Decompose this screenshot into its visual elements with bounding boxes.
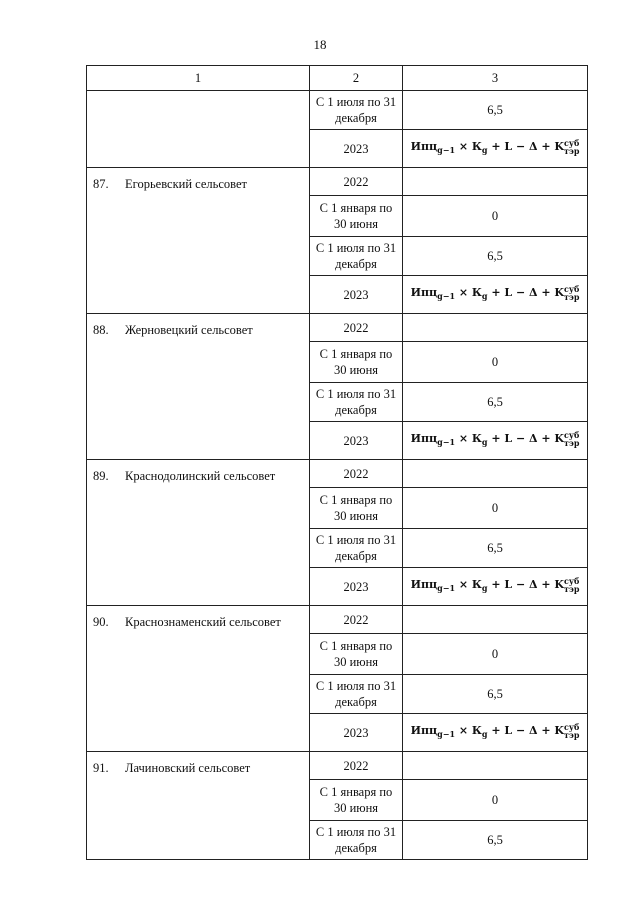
header-row: [87, 66, 588, 91]
entry-name-cell: [87, 168, 310, 314]
entry-name: Краснознаменский сельсовет: [125, 615, 281, 629]
period-cell: С 1 июля по 31 декабря: [310, 529, 403, 568]
period-cell: 2022: [310, 606, 403, 634]
header-col-3: 3: [403, 66, 588, 91]
value-cell: 0: [403, 196, 588, 237]
header-col-1: 1: [87, 66, 310, 91]
period-cell: 2023: [310, 276, 403, 314]
entry-name-cell: [87, 460, 310, 606]
period-cell: 2022: [310, 314, 403, 342]
entry-name-cell: [87, 752, 310, 860]
tariff-formula: $Ипц_{g-1} \times К_g + L - \Delta$ + Kсуб тэр: [410, 284, 580, 303]
page-number: 18: [313, 37, 327, 52]
period-cell: С 1 июля по 31 декабря: [310, 675, 403, 714]
value-cell: [403, 606, 588, 634]
value-cell: 6,5: [403, 91, 588, 130]
period-cell: 2023: [310, 130, 403, 168]
value-cell: 0: [403, 342, 588, 383]
tariff-table: [86, 65, 588, 860]
entry-name: Краснодолинский сельсовет: [125, 469, 276, 483]
value-cell: 0: [403, 780, 588, 821]
entry-number: 87.: [93, 177, 109, 191]
value-cell: [403, 568, 588, 606]
entry-name: Жерновецкий сельсовет: [125, 323, 253, 337]
entry-name-cell: [87, 91, 310, 168]
table-row: [87, 752, 588, 780]
table-row: [87, 606, 588, 634]
tariff-formula: $Ипц_{g-1} \times К_g + L - \Delta$ + Kсуб тэр: [410, 138, 580, 157]
table-body: [87, 66, 588, 860]
period-cell: С 1 января по 30 июня: [310, 196, 403, 237]
tariff-formula: $Ипц_{g-1} \times К_g + L - \Delta$ + Kсуб тэр: [410, 722, 580, 741]
period-cell: 2022: [310, 460, 403, 488]
period-cell: С 1 июля по 31 декабря: [310, 821, 403, 860]
entry-name-cell: [87, 606, 310, 752]
period-cell: С 1 января по 30 июня: [310, 780, 403, 821]
entry-number: 91.: [93, 761, 109, 775]
entry-number: 88.: [93, 323, 109, 337]
entry-name-cell: [87, 314, 310, 460]
value-cell: [403, 752, 588, 780]
table-row: [87, 168, 588, 196]
period-cell: 2022: [310, 168, 403, 196]
value-cell: [403, 460, 588, 488]
value-cell: 0: [403, 488, 588, 529]
entry-number: 89.: [93, 469, 109, 483]
period-cell: С 1 июля по 31 декабря: [310, 237, 403, 276]
header-col-2: 2: [310, 66, 403, 91]
period-cell: С 1 июля по 31 декабря: [310, 383, 403, 422]
value-cell: [403, 714, 588, 752]
entry-name: Егорьевский сельсовет: [125, 177, 247, 191]
table-row: [87, 460, 588, 488]
table-row: [87, 91, 588, 130]
period-cell: 2023: [310, 422, 403, 460]
period-cell: 2023: [310, 714, 403, 752]
period-cell: 2023: [310, 568, 403, 606]
value-cell: 6,5: [403, 383, 588, 422]
value-cell: [403, 314, 588, 342]
value-cell: 0: [403, 634, 588, 675]
period-cell: С 1 июля по 31 декабря: [310, 91, 403, 130]
table-row: [87, 314, 588, 342]
value-cell: 6,5: [403, 529, 588, 568]
value-cell: 6,5: [403, 821, 588, 860]
value-cell: [403, 168, 588, 196]
period-cell: 2022: [310, 752, 403, 780]
tariff-formula: $Ипц_{g-1} \times К_g + L - \Delta$ + Kсуб тэр: [410, 430, 580, 449]
value-cell: [403, 130, 588, 168]
value-cell: 6,5: [403, 675, 588, 714]
entry-number: 90.: [93, 615, 109, 629]
period-cell: С 1 января по 30 июня: [310, 634, 403, 675]
entry-name: Лачиновский сельсовет: [125, 761, 251, 775]
period-cell: С 1 января по 30 июня: [310, 342, 403, 383]
value-cell: [403, 422, 588, 460]
tariff-formula: $Ипц_{g-1} \times К_g + L - \Delta$ + Kсуб тэр: [410, 576, 580, 595]
value-cell: 6,5: [403, 237, 588, 276]
period-cell: С 1 января по 30 июня: [310, 488, 403, 529]
value-cell: [403, 276, 588, 314]
